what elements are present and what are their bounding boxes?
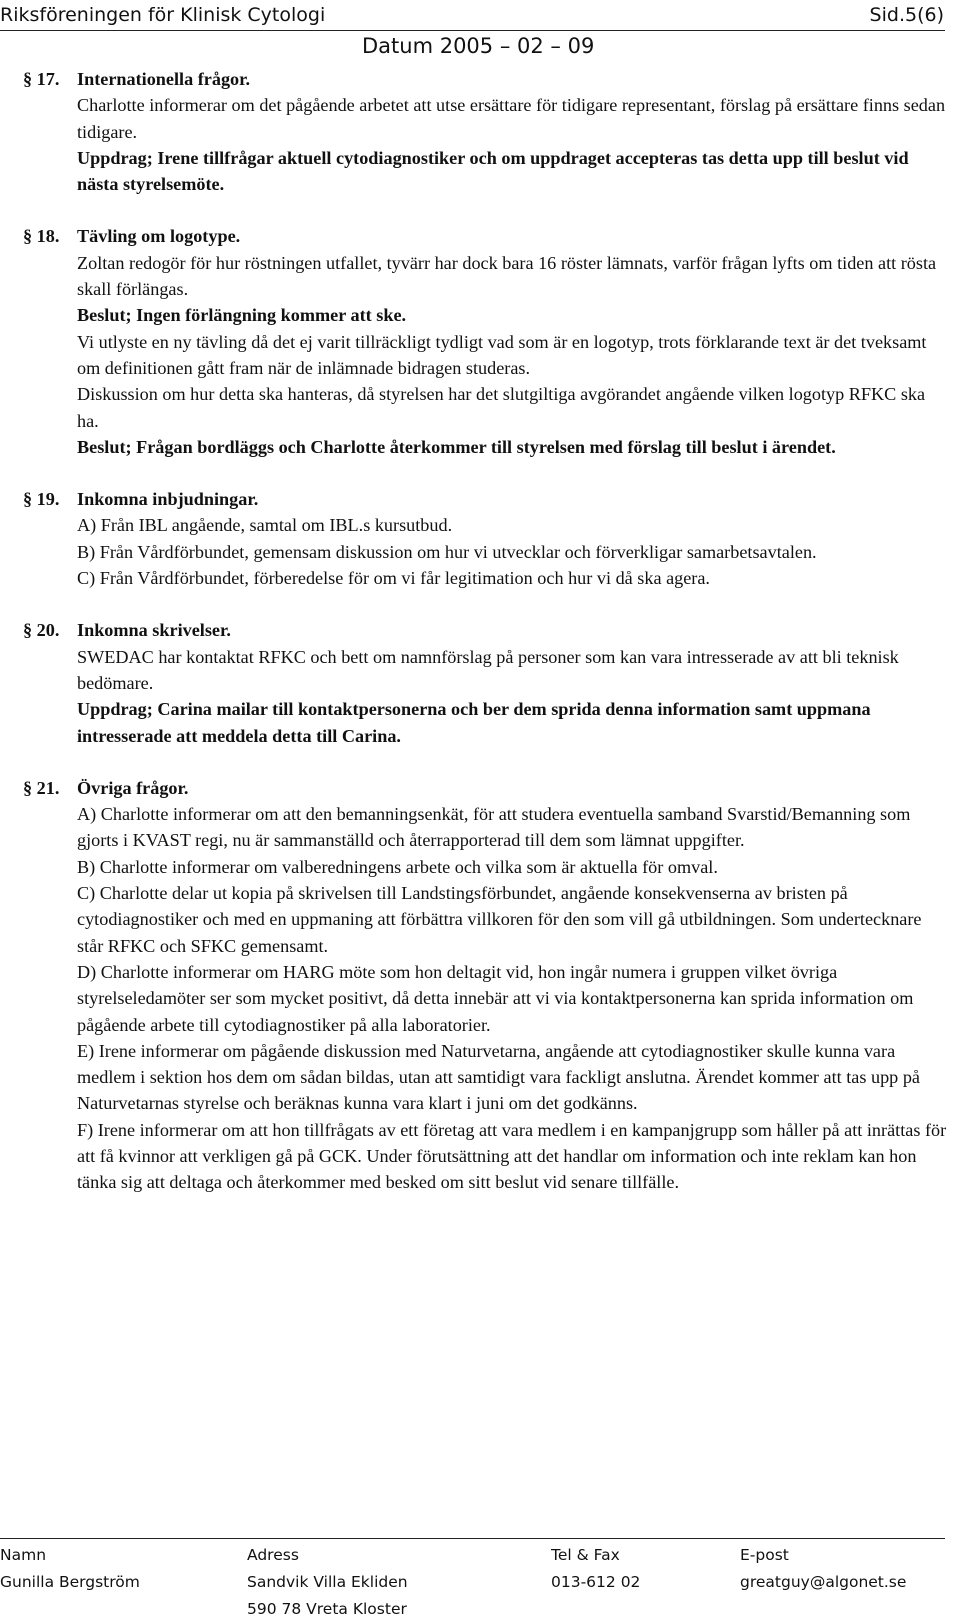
paragraph: Vi utlyste en ny tävling då det ej varit tillräckligt tydligt vad som är en logotyp, trots förklarande text är det tveksamt om definitionen gått fram när de inlämnade bidragen studeras. <box>77 331 927 378</box>
paragraph: Charlotte informerar om det pågående arbetet att utse ersättare för tidigare representant, förslag på ersättare finns sedan tidigare. <box>77 95 946 142</box>
decision-text: Uppdrag; Irene tillfrågar aktuell cytodiagnostiker och om uppdraget accepteras tas detta upp till beslut vid nästa styrelsemöte. <box>77 147 909 195</box>
section-number: § 18. <box>23 226 60 247</box>
section-number: § 20. <box>23 620 60 641</box>
paragraph: B) Charlotte informerar om valberedningens arbete och vilka som är aktuella för omval. <box>77 856 718 877</box>
paragraph: E) Irene informerar om pågående diskussion med Naturvetarna, angående att cytodiagnostiker skulle kunna vara medlem i sektion hos dem om sådan bildas, utan att samtidigt vara fackligt anslutna. Ärendet kommer att tas upp på Naturvetarnas styrelse och beräknas kunna vara klart i juni om det godkänns. <box>77 1040 920 1114</box>
decision-text: Beslut; Frågan bordläggs och Charlotte återkommer till styrelsen med förslag till beslut i ärendet. <box>77 436 836 457</box>
paragraph: Diskussion om hur detta ska hanteras, då styrelsen har det slutgiltiga avgörandet angående vilken logotyp RFKC ska ha. <box>77 384 926 431</box>
footer-email: greatguy@algonet.se <box>740 1573 907 1591</box>
footer-address-label: Adress <box>247 1546 299 1564</box>
page-footer <box>0 1538 960 1618</box>
footer-phone: 013-612 02 <box>551 1573 641 1591</box>
page-number: Sid.5(6) <box>869 4 944 26</box>
decision-text: Beslut; Ingen förlängning kommer att ske. <box>77 305 407 326</box>
footer-name: Gunilla Bergström <box>0 1573 140 1591</box>
organization-name: Riksföreningen för Klinisk Cytologi <box>0 4 326 26</box>
paragraph: A) Charlotte informerar om att den bemanningsenkät, för att studera eventuella samband Svarstid/Bemanning som gjorts i KVAST regi, nu är sammanställd och återrapporterad till dem som lämnat uppgifter. <box>77 804 911 851</box>
footer-address-line-1: Sandvik Villa Ekliden <box>247 1573 408 1591</box>
section-number: § 17. <box>23 69 60 89</box>
header-rule <box>0 30 945 31</box>
paragraph: A) Från IBL angående, samtal om IBL.s kursutbud. <box>77 515 453 536</box>
paragraph: B) Från Vårdförbundet, gemensam diskussion om hur vi utvecklar och förverkligar samarbetsavtalen. <box>77 541 817 562</box>
section-title: Inkomna inbjudningar. <box>77 489 259 510</box>
footer-phone-column <box>551 1542 640 1596</box>
section-title: Tävling om logotype. <box>77 226 241 247</box>
decision-text: Uppdrag; Carina mailar till kontaktpersonerna och ber dem sprida denna information samt uppmana intresserade att meddela detta till Carina. <box>77 699 871 746</box>
paragraph: F) Irene informerar om att hon tillfrågats av ett företag att vara medlem i en kampanjgrupp som håller på att inrättas för att få kvinnor att verkligen gå på GCK. Under förutsättning att det handlar om information och inte reklam kan hon tänka sig att deltaga och återkommer med besked om sitt beslut vid senare tillfälle. <box>77 1119 947 1193</box>
section-title: Internationella frågor. <box>77 69 251 89</box>
footer-name-label: Namn <box>0 1546 47 1564</box>
footer-address-line-2: 590 78 Vreta Kloster <box>247 1600 407 1618</box>
footer-rule <box>0 1538 945 1539</box>
minutes-section <box>23 617 948 748</box>
footer-name-column <box>0 1542 140 1596</box>
section-number: § 19. <box>23 489 60 510</box>
minutes-body <box>23 66 948 1222</box>
paragraph: SWEDAC har kontaktat RFKC och bett om namnförslag på personer som kan vara intresserade av att bli teknisk bedömare. <box>77 646 899 693</box>
document-date: Datum 2005 – 02 – 09 <box>362 34 595 58</box>
page-header <box>0 2 960 62</box>
footer-address-column <box>247 1542 408 1623</box>
footer-email-label: E-post <box>740 1546 789 1564</box>
minutes-section <box>23 775 948 1196</box>
section-title: Övriga frågor. <box>77 777 189 798</box>
minutes-section <box>23 486 948 591</box>
paragraph: Zoltan redogör för hur röstningen utfallet, tyvärr har dock bara 16 röster lämnats, varför frågan lyfts om tiden att rösta skall förlängas. <box>77 252 937 300</box>
minutes-section <box>23 66 948 197</box>
section-title: Inkomna skrivelser. <box>77 620 231 641</box>
footer-phone-label: Tel & Fax <box>551 1546 620 1564</box>
paragraph: C) Charlotte delar ut kopia på skrivelsen till Landstingsförbundet, angående konsekvenserna av bristen på cytodiagnostiker och med en uppmaning att förbättra villkoren för den som vill gå utbildningen. Som undertecknare står RFKC och SFKC gemensamt. <box>77 883 922 956</box>
paragraph: D) Charlotte informerar om HARG möte som hon deltagit vid, hon ingår numera i gruppen vilket övriga styrelseledamöter ser som mycket positivt, då detta innebär att vi via kontaktpersonerna kan sprida information om pågående arbete till cytodiagnostiker på alla laboratorier. <box>77 961 914 1035</box>
footer-email-column <box>740 1542 906 1596</box>
minutes-section <box>23 223 948 460</box>
paragraph: C) Från Vårdförbundet, förberedelse för om vi får legitimation och hur vi då ska agera. <box>77 568 710 589</box>
section-number: § 21. <box>23 777 60 798</box>
